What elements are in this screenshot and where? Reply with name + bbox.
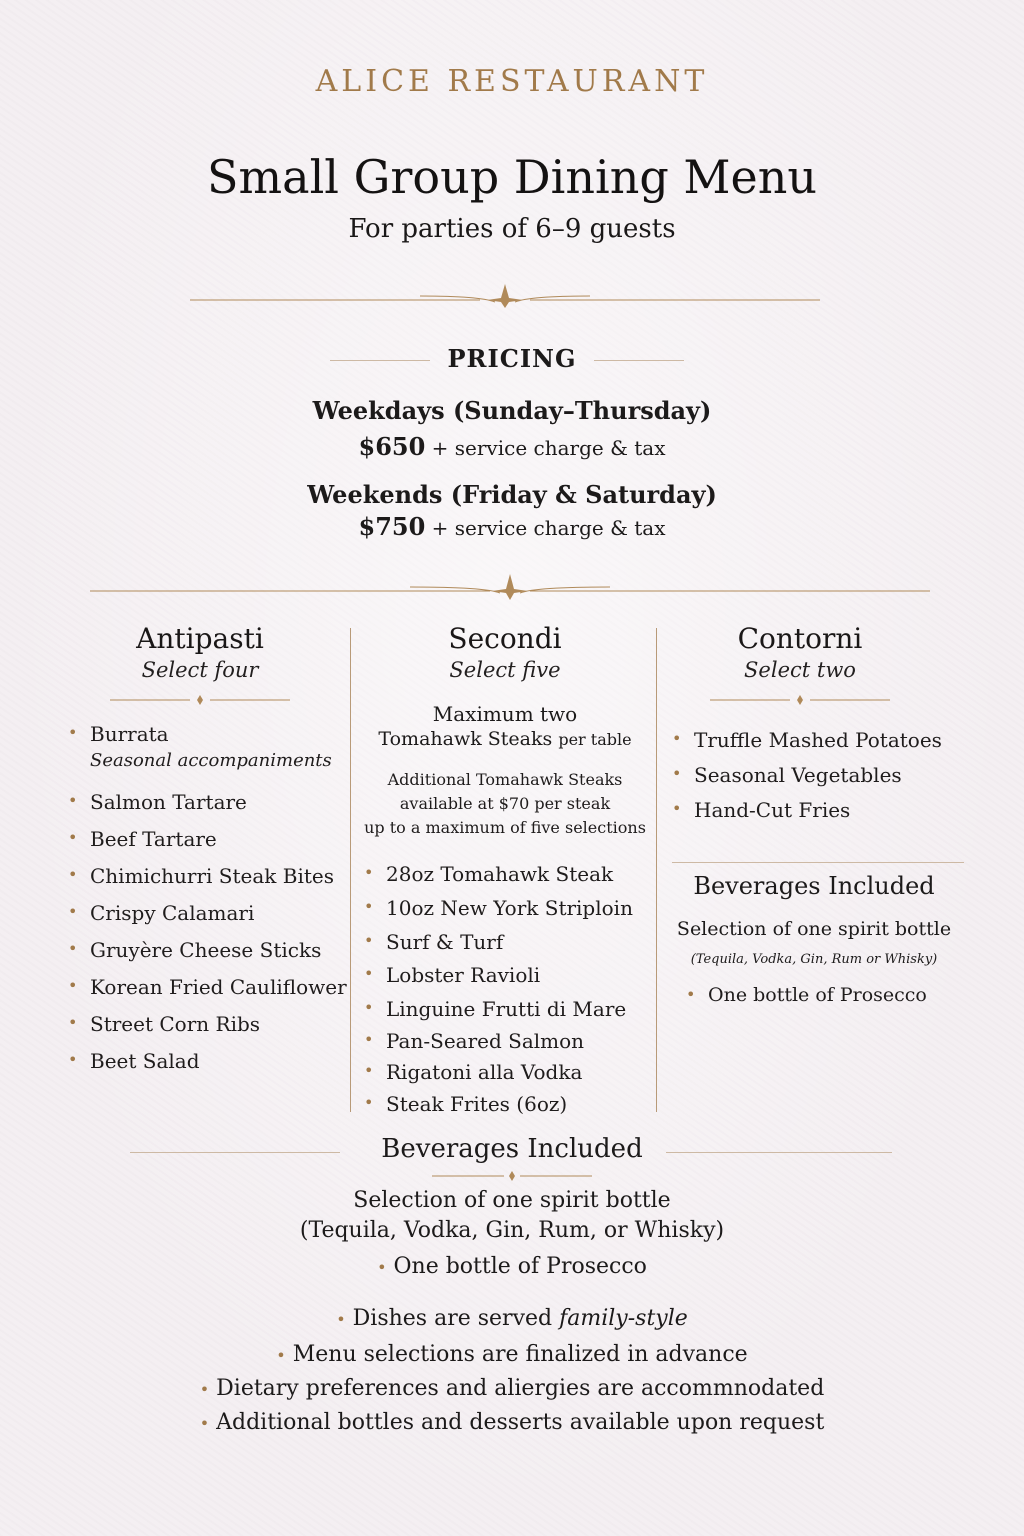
secondi-limit-line1: Maximum two	[432, 702, 578, 726]
weekend-price-note: + service charge & tax	[431, 516, 666, 540]
list-item: • Korean Fried Cauliflower	[68, 975, 348, 1012]
note-dietary	[0, 1376, 1024, 1401]
page-title: Small Group Dining Menu	[207, 150, 817, 204]
secondi-subtitle: Select five	[449, 658, 561, 682]
list-item: • One bottle of Prosecco	[686, 984, 966, 1014]
contorni-separator	[672, 862, 964, 863]
bullet-icon: •	[276, 1346, 286, 1365]
bullet-icon: •	[377, 1258, 387, 1277]
list-item: • Lobster Ravioli	[364, 963, 654, 997]
list-item: • Seasonal Vegetables	[672, 763, 962, 798]
contorni-beverages-options: (Tequila, Vodka, Gin, Rum or Whisky)	[690, 952, 938, 967]
item-name: • Burrata	[90, 722, 169, 746]
contorni-title: Contorni	[737, 622, 863, 655]
star-ornament-icon	[492, 574, 528, 600]
column-divider-right	[656, 628, 657, 1112]
list-item: • Surf & Turf	[364, 930, 654, 963]
ornament-divider-middle	[90, 572, 930, 602]
diamond-ornament-icon	[797, 695, 803, 705]
weekday-price-line	[0, 432, 1024, 461]
restaurant-name: ALICE RESTAURANT	[315, 64, 709, 99]
column-divider-left	[350, 628, 351, 1112]
note-text-ed: ed	[525, 1306, 560, 1331]
contorni-ornament	[710, 694, 890, 706]
weekend-price: $750	[358, 512, 426, 541]
beverages-line2: (Tequila, Vodka, Gin, Rum, or Whisky)	[299, 1218, 725, 1243]
weekday-price-note: + service charge & tax	[431, 436, 666, 460]
secondi-list	[364, 862, 654, 1124]
weekend-label: Weekends (Friday & Saturday)	[307, 480, 717, 509]
list-item: • Steak Frites (6oz)	[364, 1092, 654, 1124]
beverages-title: Beverages Included	[381, 1134, 643, 1164]
star-ornament-icon	[487, 284, 523, 308]
list-item: • Salmon Tartare	[68, 790, 348, 827]
list-item: • Gruyère Cheese Sticks	[68, 938, 348, 975]
weekday-price: $650	[358, 432, 426, 461]
note-text: Dietary preferences and aliergies are accommnodated	[216, 1376, 825, 1401]
list-item: • Hand-Cut Fries	[672, 798, 962, 833]
beverages-item-text: One bottle of Prosecco	[393, 1254, 647, 1279]
antipasti-subtitle: Select four	[141, 658, 259, 682]
list-item: • 28oz Tomahawk Steak	[364, 862, 654, 896]
antipasti-list	[68, 722, 348, 1086]
note-italic: family-style	[559, 1306, 688, 1331]
list-item: • Linguine Frutti di Mare	[364, 997, 654, 1029]
contorni-beverages-list	[686, 984, 966, 1014]
secondi-extra-line3: up to a maximum of five selections	[364, 818, 646, 837]
bullet-icon: •	[336, 1310, 346, 1329]
contorni-list	[672, 728, 962, 833]
contorni-beverages-line: Selection of one spirit bottle	[676, 918, 952, 940]
ornament-divider-top	[190, 282, 820, 310]
weekend-price-line	[0, 512, 1024, 541]
list-item: • Street Corn Ribs	[68, 1012, 348, 1049]
tomahawk-limit-text: Tomahawk Steaks	[378, 728, 553, 750]
secondi-limit-line2	[355, 728, 655, 750]
list-item: • Beet Salad	[68, 1049, 348, 1086]
list-item	[68, 722, 348, 790]
list-item: • Beef Tartare	[68, 827, 348, 864]
secondi-extra-line2: available at $70 per steak	[399, 794, 611, 813]
beverages-item	[0, 1254, 1024, 1279]
secondi-extra-line1: Additional Tomahawk Steaks	[387, 770, 623, 789]
bullet-icon: •	[199, 1380, 210, 1399]
note-text: Menu selections are finalized in advance	[292, 1342, 748, 1367]
bullet-icon: •	[199, 1414, 210, 1433]
beverages-line1: Selection of one spirit bottle	[353, 1188, 671, 1213]
pricing-heading: PRICING	[447, 344, 577, 373]
page-subtitle: For parties of 6–9 guests	[348, 214, 676, 244]
contorni-subtitle: Select two	[744, 658, 856, 682]
list-item: • 10oz New York Striploin	[364, 896, 654, 930]
note-family-style	[0, 1306, 1024, 1331]
note-text: Additional bottles and desserts available upon request	[216, 1410, 825, 1435]
tomahawk-limit-suffix: per table	[558, 730, 632, 749]
antipasti-title: Antipasti	[136, 622, 264, 655]
note-selections	[0, 1342, 1024, 1367]
list-item: • Chimichurri Steak Bites	[68, 864, 348, 901]
list-item: • Rigatoni alla Vodka	[364, 1060, 654, 1092]
weekday-label: Weekdays (Sunday–Thursday)	[312, 396, 712, 425]
list-item: • Crispy Calamari	[68, 901, 348, 938]
antipasti-ornament	[110, 694, 290, 706]
note-text: Dishes are serv	[352, 1306, 525, 1331]
note-additional	[0, 1410, 1024, 1435]
diamond-ornament-icon	[197, 695, 203, 705]
list-item: • Pan-Seared Salmon	[364, 1029, 654, 1060]
contorni-beverages-title: Beverages Included	[693, 872, 935, 900]
list-item: • Truffle Mashed Potatoes	[672, 728, 962, 763]
diamond-ornament-icon	[509, 1171, 515, 1181]
secondi-title: Secondi	[448, 622, 562, 655]
beverages-ornament	[432, 1170, 592, 1182]
item-note: Seasonal accompaniments	[90, 750, 332, 771]
